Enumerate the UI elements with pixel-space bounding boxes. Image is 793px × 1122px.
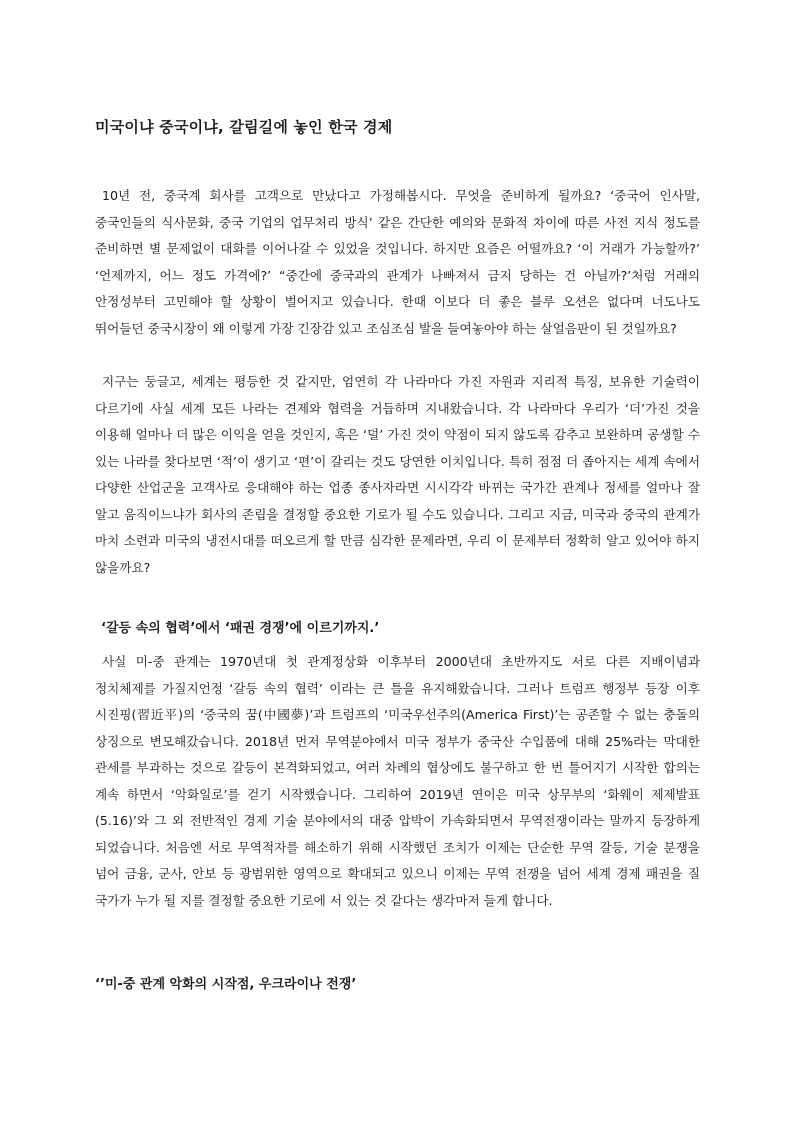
section-heading-2: ‘’미-중 관계 악화의 시작점, 우크라이나 전쟁’ — [95, 977, 357, 992]
document-title: 미국이냐 중국이냐, 갈림길에 놓인 한국 경제 — [95, 118, 393, 136]
section-heading-1: ‘갈등 속의 협력’에서 ‘패권 경쟁’에 이르기까지.’ — [101, 621, 380, 636]
intro-paragraph-2: 지구는 둥글고, 세계는 평등한 것 같지만, 엄연히 각 나라마다 가진 자원과 지리적 특징, 보유한 기술력이 다르기에 사실 세계 모든 나라는 견제와 협력을 거듭하며 지내왔습니다. 각 나라마다 우리가 ‘더’가진 것을 이용해 얼마나 더 많은 이익을 얻을 것인지, 혹은 ‘덜’ 가진 것이 약점이 되지 않도록 감추고 보완하며 공생할 수 있는 나라를 찾다보면 ‘적’이 생기고 ‘편’이 갈리는 것도 당연한 이치입니다. 특히 점점 더 좁아지는 세계 속에서 다양한 산업군을 고객사로 응대해야 하는 업종 종사자라면 시시각각 바뀌는 국가간 관계나 정세를 얼마나 잘 알고 움직이느냐가 회사의 존립을 결정할 중요한 기로가 될 수도 있습니다. 그리고 지금, 미국과 중국의 관계가 마치 소련과 미국의 냉전시대를 떠오르게 할 만큼 심각한 문제라면, 우리 이 문제부터 정확히 알고 있어야 하지 않을까요? — [95, 374, 700, 575]
section-1-paragraph: 사실 미-중 관계는 1970년대 첫 관계정상화 이후부터 2000년대 초반까지도 서로 다른 지배이념과 정치체제를 가질지언정 ‘갈등 속의 협력’ 이라는 큰 틀을 유지해왔습니다. 그러나 트럼프 행정부 등장 이후 시진핑(習近平)의 ‘중국의 꿈(中國夢)’과 트럼프의 ‘미국우선주의(America First)’는 공존할 수 없는 충돌의 상징으로 변모해갔습니다. 2018년 먼저 무역분야에서 미국 정부가 중국산 수입품에 대해 25%라는 막대한 관세를 부과하는 것으로 갈등이 본격화되었고, 여러 차례의 협상에도 불구하고 한 번 틀어지기 시작한 합의는 계속 하면서 ‘악화일로’를 걷기 시작했습니다. 그리하여 2019년 연이은 미국 상무부의 ‘화웨이 제제발표(5.16)’와 그 외 전반적인 경제 기술 분야에서의 대중 압박이 가속화되면서 무역전쟁이라는 말까지 등장하게 되었습니다. 처음엔 서로 무역적자를 해소하기 위해 시작했던 조치가 이제는 단순한 무역 갈등, 기술 분쟁을 넘어 금융, 군사, 안보 등 광범위한 영역으로 확대되고 있으니 이제는 무역 전쟁을 넘어 세계 경제 패권을 질 국가가 누가 될 지를 결정할 중요한 기로에 서 있는 것 같다는 생각마저 들게 합니다. — [95, 654, 700, 908]
intro-paragraph-1: 10년 전, 중국계 회사를 고객으로 만났다고 가정해봅시다. 무엇을 준비하게 될까요? ‘중국어 인사말, 중국인들의 식사문화, 중국 기업의 업무처리 방식’ 같은 간단한 예의와 문화적 차이에 따른 사전 지식 정도를 준비하면 별 문제없이 대화를 이어나갈 수 있었을 것입니다. 하지만 요즘은 어떨까요? ‘이 거래가 가능할까?’ ‘언제까지, 어느 정도 가격에?’ “중간에 중국과의 관계가 나빠져서 금지 당하는 건 아닐까?’처럼 거래의 안정성부터 고민해야 할 상황이 벌어지고 있습니다. 한때 이보다 더 좋은 블루 오션은 없다며 너도나도 뛰어들던 중국시장이 왜 이렇게 가장 긴장감 있고 조심조심 발을 들여놓아야 하는 살얼음판이 된 것일까요? — [95, 188, 700, 336]
